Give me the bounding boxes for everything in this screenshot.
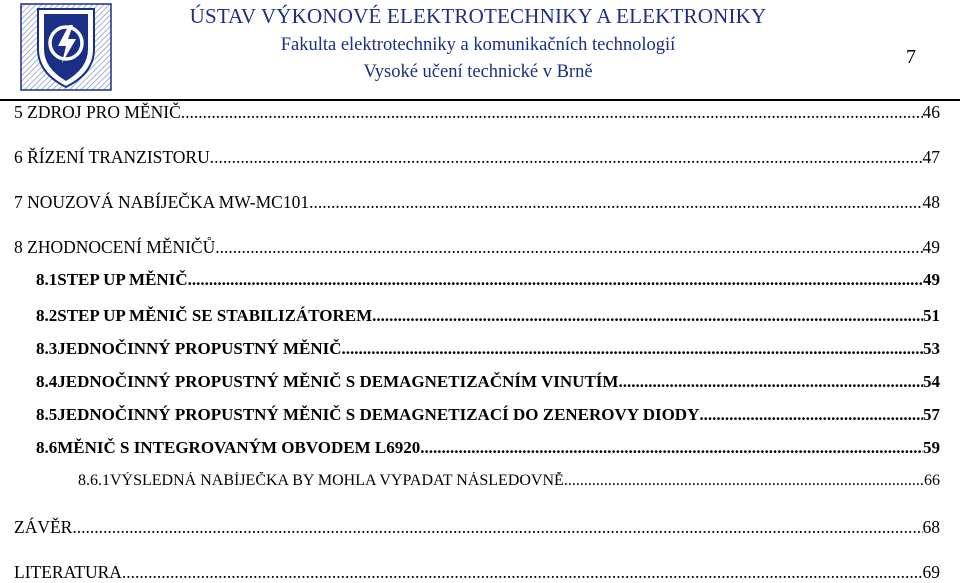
page-number: 7: [906, 46, 916, 68]
toc-entry-number: 8.2: [36, 306, 58, 325]
toc-entry-number: 8.1: [36, 270, 58, 289]
toc-page-number: 49: [923, 270, 940, 289]
toc-entry-title: STEP UP MĚNIČ SE STABILIZÁTOREM: [57, 306, 373, 325]
toc-leader-dots: [72, 517, 922, 538]
toc-entry-8-6[interactable]: [36, 438, 940, 458]
toc-leader-dots: [342, 339, 923, 359]
toc-entry-label: 6 ŘÍZENÍ TRANZISTORU: [14, 147, 210, 167]
toc-entry-8-5[interactable]: [36, 405, 940, 425]
toc-leader-dots: [215, 237, 922, 258]
toc-entry-label: 8 ZHODNOCENÍ MĚNIČŮ: [14, 237, 216, 257]
institute-name: ÚSTAV VÝKONOVÉ ELEKTROTECHNIKY A ELEKTRONIKY: [189, 4, 767, 28]
toc-page-number: 66: [924, 472, 940, 489]
toc-leader-dots: [181, 102, 923, 123]
toc-leader-dots: [618, 372, 923, 392]
toc-entry-title: MĚNIČ S INTEGROVANÝM OBVODEM L6920: [57, 438, 421, 457]
toc-entry-8-6-1[interactable]: [78, 472, 940, 490]
university-name: Vysoké učení technické v Brně: [363, 62, 593, 82]
toc-leader-dots: [564, 472, 924, 490]
university-shield-logo-icon: [20, 3, 112, 91]
toc-entry-zaver[interactable]: [14, 517, 940, 538]
toc-page-number: 54: [923, 372, 940, 391]
toc-page-number: 46: [922, 102, 940, 122]
toc-entry-label: ZÁVĚR: [14, 517, 73, 537]
toc-entry-title: JEDNOČINNÝ PROPUSTNÝ MĚNIČ S DEMAGNETIZAČNÍM VINUTÍM: [57, 372, 619, 391]
toc-leader-dots: [122, 562, 923, 583]
toc-entry-number: 8.6.1: [78, 472, 110, 489]
toc-entry-number: 8.6: [36, 438, 58, 457]
toc-page-number: 47: [922, 147, 940, 167]
toc-page-number: 48: [922, 192, 940, 212]
toc-leader-dots: [188, 270, 923, 290]
page-header: [0, 0, 960, 100]
toc-leader-dots: [420, 438, 923, 458]
toc-entry-label: LITERATURA: [14, 562, 122, 582]
toc-page-number: 51: [923, 306, 940, 325]
toc-entry-title: VÝSLEDNÁ NABÍJEČKA BY MOHLA VYPADAT NÁSLEDOVNĚ: [110, 472, 564, 489]
toc-entry-number: 8.3: [36, 339, 58, 358]
faculty-name: Fakulta elektrotechniky a komunikačních technologií: [280, 35, 676, 55]
toc-entry-number: 8.5: [36, 405, 58, 424]
toc-entry-title: JEDNOČINNÝ PROPUSTNÝ MĚNIČ: [57, 339, 342, 358]
toc-page-number: 49: [922, 237, 940, 257]
toc-leader-dots: [309, 192, 922, 213]
toc-entry-8-3[interactable]: [36, 339, 940, 359]
toc-page-number: 53: [923, 339, 940, 358]
toc-entry-6[interactable]: [14, 147, 940, 168]
toc-leader-dots: [372, 306, 923, 326]
toc-entry-7[interactable]: [14, 192, 940, 213]
toc-entry-literatura[interactable]: [14, 562, 940, 583]
toc-entry-title: STEP UP MĚNIČ: [57, 270, 188, 289]
toc-page-number: 69: [922, 562, 940, 582]
toc-entry-8-1[interactable]: [36, 270, 940, 290]
toc-entry-8-4[interactable]: [36, 372, 940, 392]
header-divider: [0, 99, 960, 101]
toc-page-number: 68: [922, 517, 940, 537]
toc-entry-5[interactable]: [14, 102, 940, 123]
toc-entry-number: 8.4: [36, 372, 58, 391]
toc-entry-label: 7 NOUZOVÁ NABÍJEČKA MW-MC101: [14, 192, 310, 212]
toc-leader-dots: [210, 147, 923, 168]
toc-entry-label: 5 ZDROJ PRO MĚNIČ: [14, 102, 181, 122]
toc-page-number: 59: [923, 438, 940, 457]
toc-page-number: 57: [923, 405, 940, 424]
toc-entry-title: JEDNOČINNÝ PROPUSTNÝ MĚNIČ S DEMAGNETIZACÍ DO ZENEROVY DIODY: [57, 405, 700, 424]
toc-leader-dots: [699, 405, 923, 425]
toc-entry-8-2[interactable]: [36, 306, 940, 326]
toc-entry-8[interactable]: [14, 237, 940, 258]
